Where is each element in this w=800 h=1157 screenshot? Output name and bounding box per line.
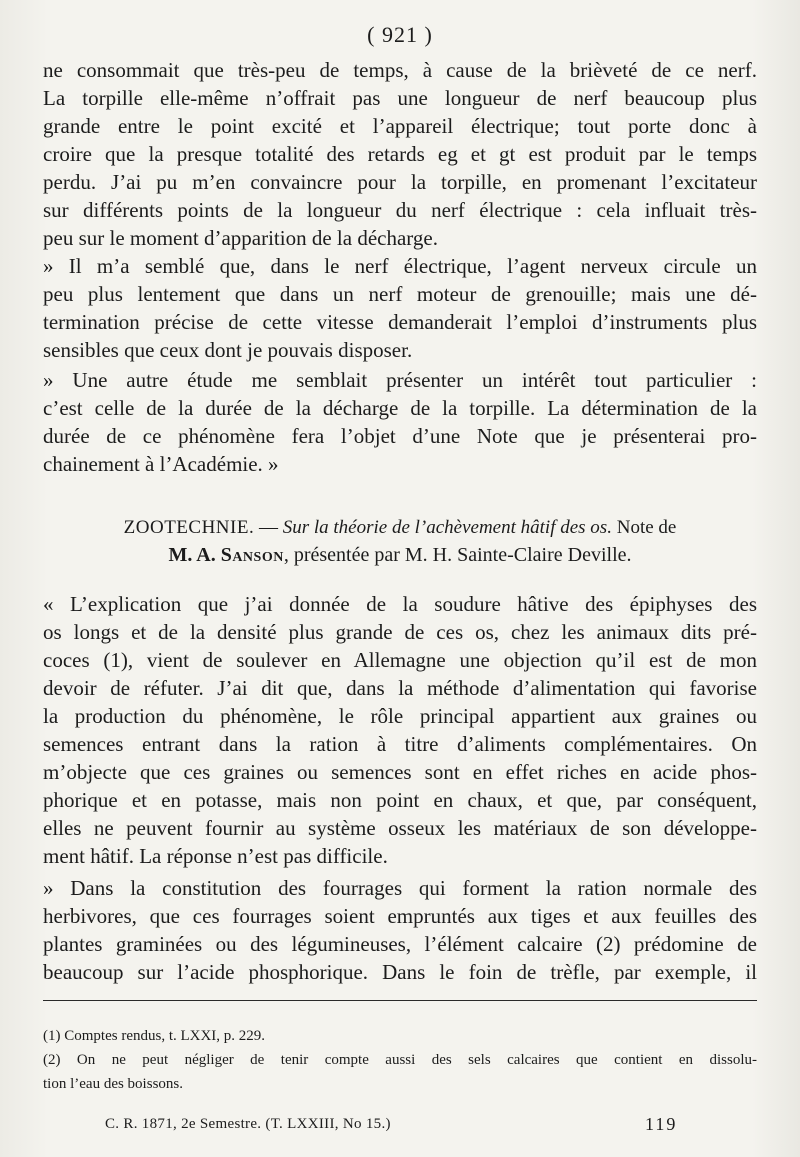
text-line: devoir de réfuter. J’ai dit que, dans la méthode d’alimentation qui favorise (43, 676, 757, 700)
text-line: ment hâtif. La réponse n’est pas difficile. (43, 844, 388, 868)
text-line: ne consommait que très-peu de temps, à cause de la brièveté de ce nerf. (43, 58, 757, 82)
text-line: chainement à l’Académie. » (43, 452, 279, 476)
text-line: la production du phénomène, le rôle principal appartient aux graines ou (43, 704, 757, 728)
author-name: Sanson (220, 544, 284, 566)
signature-mark: C. R. 1871, 2e Semestre. (T. LXXIII, No 15.) (105, 1116, 391, 1132)
footnote-1: (1) Comptes rendus, t. LXXI, p. 229. (43, 1028, 266, 1044)
paragraph-1 (43, 56, 757, 252)
note-word: Note de (611, 517, 677, 538)
heading-dash: — (254, 517, 283, 538)
text-line: coces (1), vient de soulever en Allemagne une objection qu’il est de mon (43, 648, 757, 672)
text-line: plantes graminées ou des légumineuses, l’élément calcaire (2) prédomine de (43, 932, 757, 956)
text-line: sensibles que ceux dont je pouvais disposer. (43, 338, 413, 362)
text-line: « L’explication que j’ai donnée de la soudure hâtive des épiphyses des (43, 592, 757, 616)
text-line: croire que la presque totalité des retards eg et gt est produit par le temps (43, 142, 757, 166)
author-line (0, 541, 800, 569)
footnote-2-continuation: tion l’eau des boissons. (43, 1076, 183, 1092)
text-line: peu sur le moment d’apparition de la décharge. (43, 226, 438, 250)
article-title: Sur la théorie de l’achèvement hâtif des os. (282, 517, 612, 538)
author-prefix: M. A. (168, 544, 221, 566)
paragraph-2 (43, 252, 757, 364)
text-line: sur différents points de la longueur du nerf électrique : cela influait très- (43, 198, 757, 222)
text-line: c’est celle de la durée de la décharge de la torpille. La détermination de la (43, 396, 757, 420)
paragraph-3 (43, 366, 757, 478)
text-line: phorique et en potasse, mais non point en chaux, et que, par conséquent, (43, 788, 757, 812)
footnote-2: (2) On ne peut négliger de tenir compte aussi des sels calcaires que contient en dissolu- (43, 1052, 757, 1068)
paragraph-5 (43, 874, 757, 986)
text-line: os longs et de la densité plus grande de ces os, chez les animaux dits pré- (43, 620, 757, 644)
text-line: » Dans la constitution des fourrages qui forment la ration normale des (43, 876, 757, 900)
text-line: » Il m’a semblé que, dans le nerf électrique, l’agent nerveux circule un (43, 254, 757, 278)
text-line: termination précise de cette vitesse demanderait l’emploi d’instruments plus (43, 310, 757, 334)
section-label: ZOOTECHNIE. (123, 517, 255, 538)
text-line: durée de ce phénomène fera l’objet d’une Note que je présenterai pro- (43, 424, 757, 448)
text-line: peu plus lentement que dans un nerf moteur de grenouille; mais une dé- (43, 282, 757, 306)
page-number: ( 921 ) (367, 22, 433, 47)
text-line: perdu. J’ai pu m’en convaincre pour la torpille, en promenant l’excitateur (43, 170, 757, 194)
text-line: beaucoup sur l’acide phosphorique. Dans le foin de trèfle, par exemple, il (43, 960, 757, 984)
presented-by: , présentée par M. H. Sainte-Claire Deville. (283, 544, 632, 566)
footnote-divider (43, 1000, 757, 1001)
text-line: semences entrant dans la ration à titre d’aliments complémentaires. On (43, 732, 757, 756)
text-line: La torpille elle-même n’offrait pas une longueur de nerf beaucoup plus (43, 86, 757, 110)
text-line: herbivores, que ces fourrages soient empruntés aux tiges et aux feuilles des (43, 904, 757, 928)
section-heading (0, 514, 800, 542)
text-line: » Une autre étude me semblait présenter un intérêt tout particulier : (43, 368, 757, 392)
text-line: elles ne peuvent fournir au système osseux les matériaux de son développe- (43, 816, 757, 840)
text-line: grande entre le point excité et l’appareil électrique; tout porte donc à (43, 114, 757, 138)
text-line: m’objecte que ces graines ou semences sont en effet riches en acide phos- (43, 760, 757, 784)
paragraph-4 (43, 590, 757, 870)
footnotes (43, 1024, 757, 1096)
signature-page-number: 119 (645, 1114, 678, 1134)
